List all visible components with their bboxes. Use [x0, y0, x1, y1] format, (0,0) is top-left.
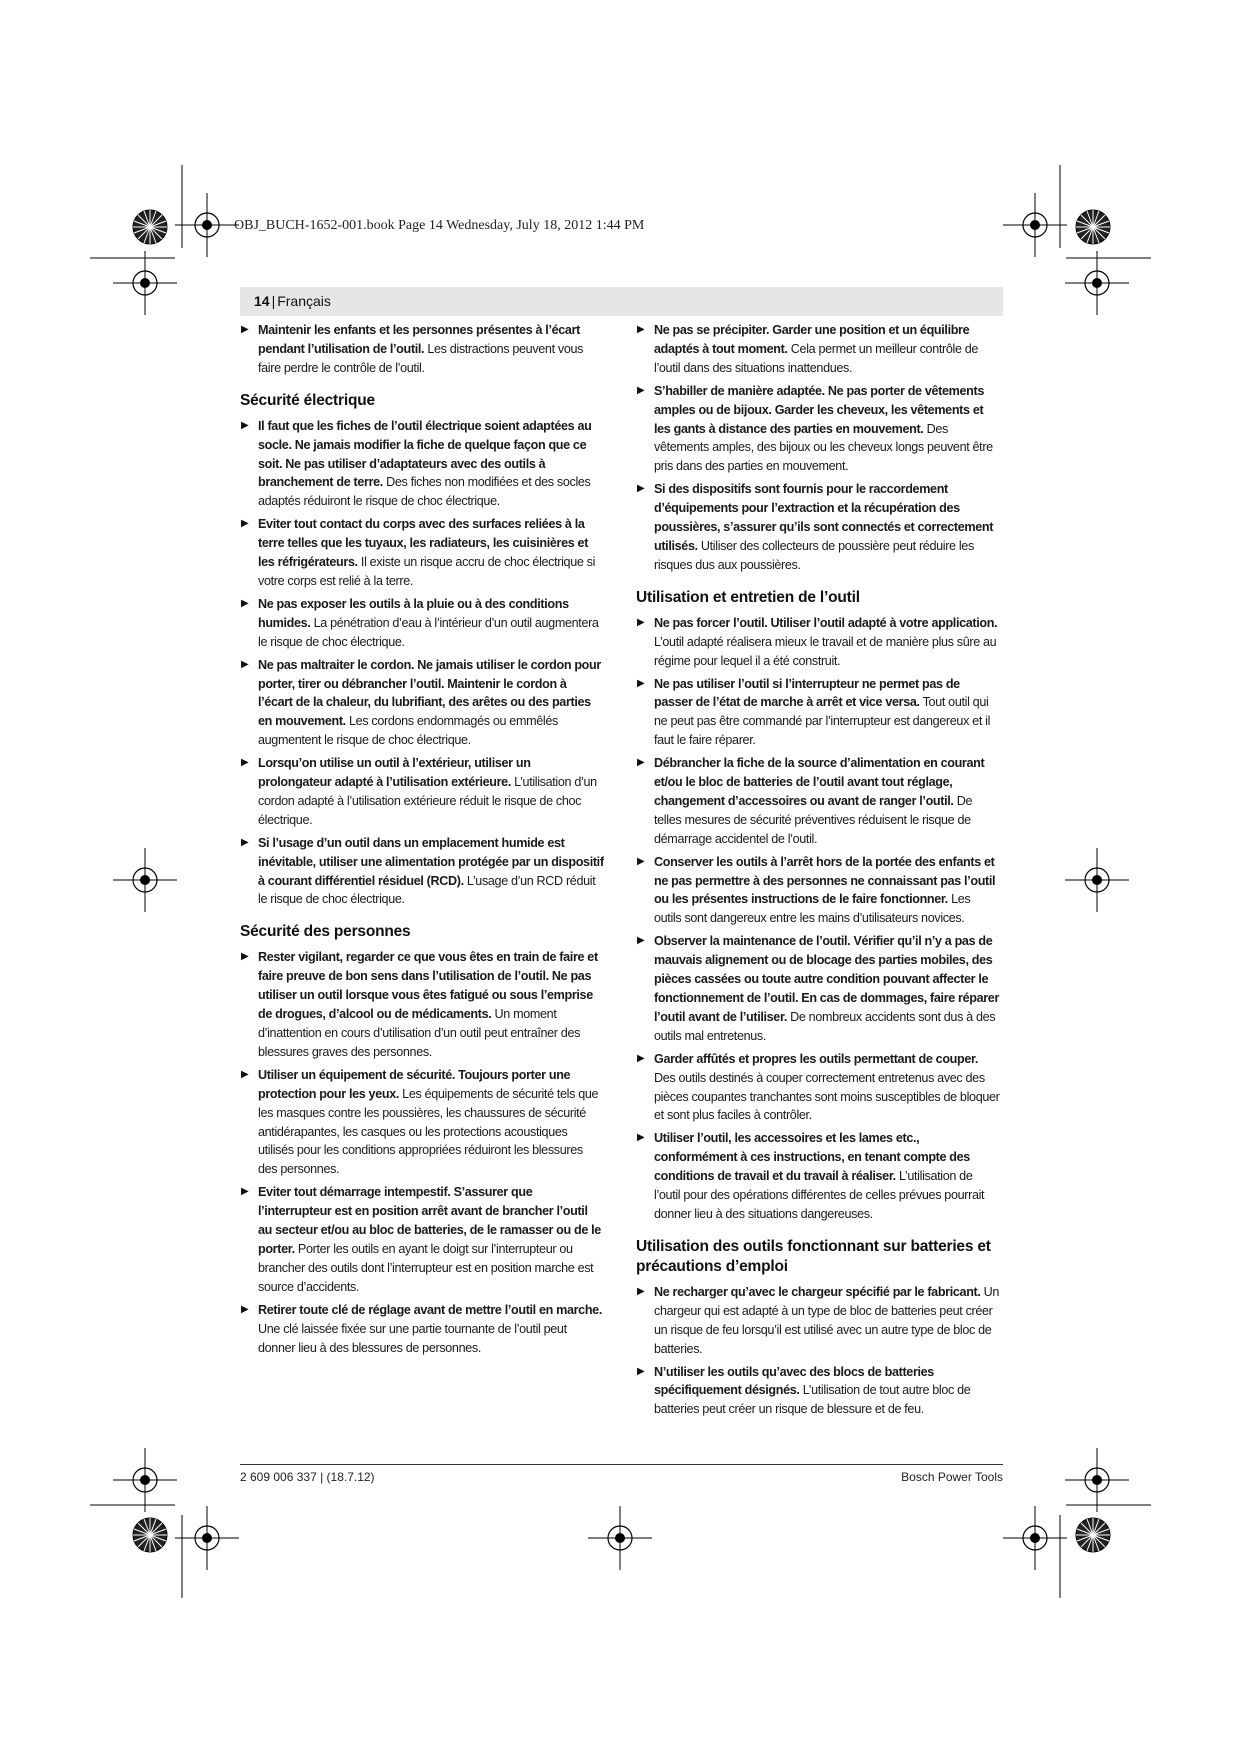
list-item: ▶ Ne pas exposer les outils à la pluie ou à des conditions humides. La pénétration d’eau à l’intérieur d’un outil augmentera le risque de choc électrique.	[241, 596, 599, 649]
list-item: ▶ Si des dispositifs sont fournis pour le raccordement d’équipements pour l’extraction et la récupération des poussières, s’assurer qu’ils sont connectés et correctement utilisés. Utiliser des collecteurs de poussière peut réduire les risques dus aux poussières.	[637, 482, 994, 572]
list-item: ▶ Maintenir les enfants et les personnes présentes à l’écart pendant l’utilisation de l’outil. Les distractions peuvent vous faire perdre le contrôle de l’outil.	[241, 323, 584, 375]
bullet-arrow-icon: ▶	[637, 1365, 645, 1377]
bullet-arrow-icon: ▶	[241, 324, 249, 335]
bullet-arrow-icon: ▶	[637, 384, 645, 396]
section-heading-use: Utilisation et entretien de l’outil	[636, 588, 860, 606]
list-item: ▶ Observer la maintenance de l’outil. Vérifier qu’il n’y a pas de mauvais alignement ou de blocage des parties mobiles, des pièces cassées ou toute autre condition pouvant affecter le fonctionnement de l’outil. En cas de dommages, faire réparer l’outil avant de l’utiliser. De nombreux accidents sont dus à des outils mal entretenus.	[637, 934, 1000, 1043]
bullet-arrow-icon: ▶	[637, 855, 645, 867]
bullet-arrow-icon: ▶	[637, 324, 645, 335]
footer-doc-number: 2 609 006 337 | (18.7.12)	[240, 1470, 375, 1484]
bullet-arrow-icon: ▶	[637, 1052, 645, 1064]
bullet-arrow-icon: ▶	[637, 616, 645, 628]
list-item: ▶ N’utiliser les outils qu’avec des blocs de batteries spécifiquement désignés. L’utilisation de tout autre bloc de batteries peut créer un risque de blessure et de feu.	[637, 1364, 971, 1417]
bullet-arrow-icon: ▶	[241, 419, 249, 431]
list-item: ▶ Débrancher la fiche de la source d’alimentation en courant et/ou le bloc de batteries de l’outil avant tout réglage, changement d’accessoires ou avant de ranger l’outil. De telles mesures de sécurité préventives réduisent le risque de démarrage accidentel de l’outil.	[637, 756, 985, 846]
bullet-arrow-icon: ▶	[241, 1186, 249, 1198]
list-item: ▶ Ne pas se précipiter. Garder une position et un équilibre adaptés à tout moment. Cela permet un meilleur contrôle de l’outil dans des situations inattendues.	[637, 323, 979, 375]
footer-divider	[240, 1464, 1003, 1465]
bullet-arrow-icon: ▶	[241, 1303, 249, 1315]
list-item: ▶ Ne pas utiliser l’outil si l’interrupteur ne permet pas de passer de l’état de marche à arrêt et vice versa. Tout outil qui ne peut pas être commandé par l’interrupteur est dangereux et il faut le faire réparer.	[637, 676, 991, 748]
list-item: ▶ Eviter tout contact du corps avec des surfaces reliées à la terre telles que les tuyaux, les radiateurs, les cuisinières et les réfrigérateurs. Il existe un risque accru de choc électrique si votre corps est relié à la terre.	[241, 517, 596, 588]
wheel-mark-top-right	[1076, 210, 1110, 244]
header-language: Français	[277, 293, 331, 309]
list-item: ▶ Si l’usage d’un outil dans un emplacement humide est inévitable, utiliser une alimentation protégée par un dispositif à courant différentiel résiduel (RCD). L’usage d’un RCD réduit le risque de choc électrique.	[241, 835, 604, 907]
page-number: 14	[254, 293, 270, 309]
wheel-mark-top-left	[133, 210, 167, 244]
list-item: ▶ Garder affûtés et propres les outils permettant de couper. Des outils destinés à couper correctement entretenus avec des pièces coupantes tranchantes sont moins susceptibles de bloquer et sont plus faciles à contrôler.	[637, 1051, 1000, 1123]
list-item: ▶ Utiliser l’outil, les accessoires et les lames etc., conformément à ces instructions, en tenant compte des conditions de travail et du travail à réaliser. L’utilisation de l’outil pour des opérations différentes de celles prévues pourrait donner lieu à des situations dangereuses.	[637, 1131, 985, 1221]
section-heading-electric: Sécurité électrique	[240, 391, 375, 409]
wheel-mark-bottom-right	[1076, 1518, 1110, 1552]
list-item: ▶ Ne recharger qu’avec le chargeur spécifié par le fabricant. Un chargeur qui est adapté à un type de bloc de batteries peut créer un risque de feu lorsqu’il est utilisé avec un autre type de bloc de batteries.	[637, 1284, 1000, 1356]
list-item: ▶ Ne pas maltraiter le cordon. Ne jamais utiliser le cordon pour porter, tirer ou débrancher l’outil. Maintenir le cordon à l’écart de la chaleur, du lubrifiant, des arêtes ou des parties en mouvement. Les cordons endommagés ou emmêlés augmentent le risque de choc électrique.	[241, 657, 601, 748]
section-heading-battery: Utilisation des outils fonctionnant sur batteries et précautions d’emploi	[636, 1237, 991, 1275]
section-heading-persons: Sécurité des personnes	[240, 923, 411, 941]
left-column	[240, 321, 604, 1361]
list-item: ▶ Utiliser un équipement de sécurité. Toujours porter une protection pour les yeux. Les équipements de sécurité tels que les masques contre les poussières, les chaussures de sécurité antidérapantes, les casques ou les protections acoustiques utilisés pour les conditions appropriées réduiront les blessures des personnes.	[241, 1067, 599, 1177]
bullet-arrow-icon: ▶	[241, 951, 249, 963]
list-item: ▶ Retirer toute clé de réglage avant de mettre l’outil en marche. Une clé laissée fixée sur une partie tournante de l’outil peut donner lieu à des blessures de personnes.	[241, 1302, 602, 1355]
bullet-arrow-icon: ▶	[637, 1285, 645, 1297]
bullet-arrow-icon: ▶	[637, 935, 645, 947]
list-item: ▶ Il faut que les fiches de l’outil électrique soient adaptées au socle. Ne jamais modifier la fiche de quelque façon que ce soit. Ne pas utiliser d’adaptateurs avec des outils à branchement de terre. Des fiches non modifiées et des socles adaptés réduiront le risque de choc électrique.	[241, 418, 592, 509]
page-header	[240, 287, 1003, 316]
bullet-arrow-icon: ▶	[637, 757, 645, 769]
list-item: ▶ Lorsqu’on utilise un outil à l’extérieur, utiliser un prolongateur adapté à l’utilisation extérieure. L’utilisation d’un cordon adapté à l’utilisation extérieure réduit le risque de choc électrique.	[241, 756, 597, 827]
header-separator: |	[271, 293, 276, 309]
bullet-arrow-icon: ▶	[241, 1068, 249, 1080]
list-item: ▶ Rester vigilant, regarder ce que vous êtes en train de faire et faire preuve de bon sens dans l’utilisation de l’outil. Ne pas utiliser un outil lorsque vous êtes fatigué ou sous l’emprise de drogues, d’alcool ou de médicaments. Un moment d’inattention en cours d’utilisation d’un outil peut entraîner des blessures graves des personnes.	[241, 950, 598, 1059]
list-item: ▶ Eviter tout démarrage intempestif. S’assurer que l’interrupteur est en position arrêt avant de brancher l’outil au secteur et/ou au bloc de batteries, de le ramasser ou de le porter. Porter les outils en ayant le doigt sur l’interrupteur ou brancher des outils dont l’interrupteur est en position marche est source d’accidents.	[241, 1185, 601, 1294]
bullet-arrow-icon: ▶	[637, 1132, 645, 1144]
bullet-arrow-icon: ▶	[637, 677, 645, 689]
wheel-mark-bottom-left	[133, 1518, 167, 1552]
footer-brand: Bosch Power Tools	[901, 1470, 1003, 1484]
bullet-arrow-icon: ▶	[241, 658, 249, 670]
bullet-arrow-icon: ▶	[241, 597, 249, 609]
list-item: ▶ S’habiller de manière adaptée. Ne pas porter de vêtements amples ou de bijoux. Garder les cheveux, les vêtements et les gants à distance des parties en mouvement. Des vêtements amples, des bijoux ou les cheveux longs peuvent être pris dans des parties en mouvement.	[637, 383, 993, 474]
list-item: ▶ Conserver les outils à l’arrêt hors de la portée des enfants et ne pas permettre à des personnes ne connaissant pas l’outil ou les présentes instructions de le faire fonctionner. Les outils sont dangereux entre les mains d’utilisateurs novices.	[637, 854, 996, 926]
page-header-text	[254, 293, 331, 309]
bullet-arrow-icon: ▶	[637, 483, 645, 495]
list-item: ▶ Ne pas forcer l’outil. Utiliser l’outil adapté à votre application. L’outil adapté réalisera mieux le travail et de manière plus sûre au régime pour lequel il a été construit.	[637, 615, 998, 668]
bullet-arrow-icon: ▶	[241, 518, 249, 530]
bullet-arrow-icon: ▶	[241, 836, 249, 848]
right-column	[636, 321, 1000, 1423]
print-info: OBJ_BUCH-1652-001.book Page 14 Wednesday, July 18, 2012 1:44 PM	[234, 218, 645, 233]
bullet-arrow-icon: ▶	[241, 757, 249, 769]
